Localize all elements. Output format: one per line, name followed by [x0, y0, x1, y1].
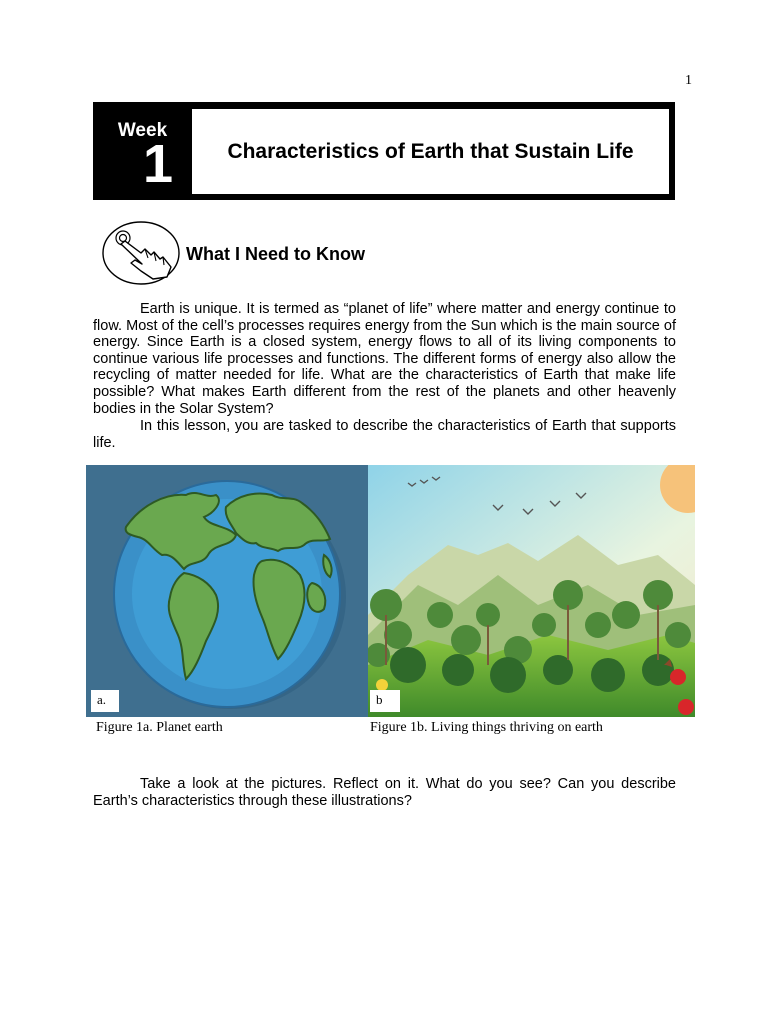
- task-text: In this lesson, you are tasked to describe the characteristics of Earth that supports life.: [93, 418, 676, 451]
- figure-b-caption: Figure 1b. Living things thriving on earth: [370, 720, 603, 735]
- reflect-text: Take a look at the pictures. Reflect on it. What do you see? Can you describe Earth’s characteristics through these illustrations?: [93, 776, 676, 809]
- figure-living-things: [368, 465, 695, 717]
- intro-paragraph: [93, 301, 676, 417]
- lesson-title: Characteristics of Earth that Sustain Life: [227, 140, 634, 163]
- figure-b-label: b: [370, 690, 400, 712]
- task-paragraph: [93, 418, 676, 451]
- title-box: [192, 109, 669, 194]
- reflect-paragraph: [93, 776, 676, 809]
- figure-a-label: a.: [91, 690, 119, 712]
- figure-planet-earth: [86, 465, 368, 717]
- intro-text: Earth is unique. It is termed as “planet of life” where matter and energy continue to flow. Most of the cell’s processes requires energy from the Sun which is the main source of energy. Since Earth is a closed system, energy flows to all of its living components to continue various life processes and functions. The different forms of energy also allow the recycling of matter needed for life. What are the characteristics of Earth that make life possible? What makes Earth different from the rest of the planets and other heavenly bodies in the Solar System?: [93, 301, 676, 417]
- pointing-hand-icon: [101, 219, 181, 287]
- living-things-image: [368, 465, 695, 717]
- section-heading: What I Need to Know: [186, 244, 365, 264]
- week-number: 1: [142, 134, 174, 194]
- page-number: 1: [685, 73, 692, 88]
- figure-a-caption: Figure 1a. Planet earth: [96, 720, 223, 735]
- week-label: Week: [117, 120, 168, 141]
- planet-earth-image: [86, 465, 368, 717]
- week-banner: [93, 102, 675, 200]
